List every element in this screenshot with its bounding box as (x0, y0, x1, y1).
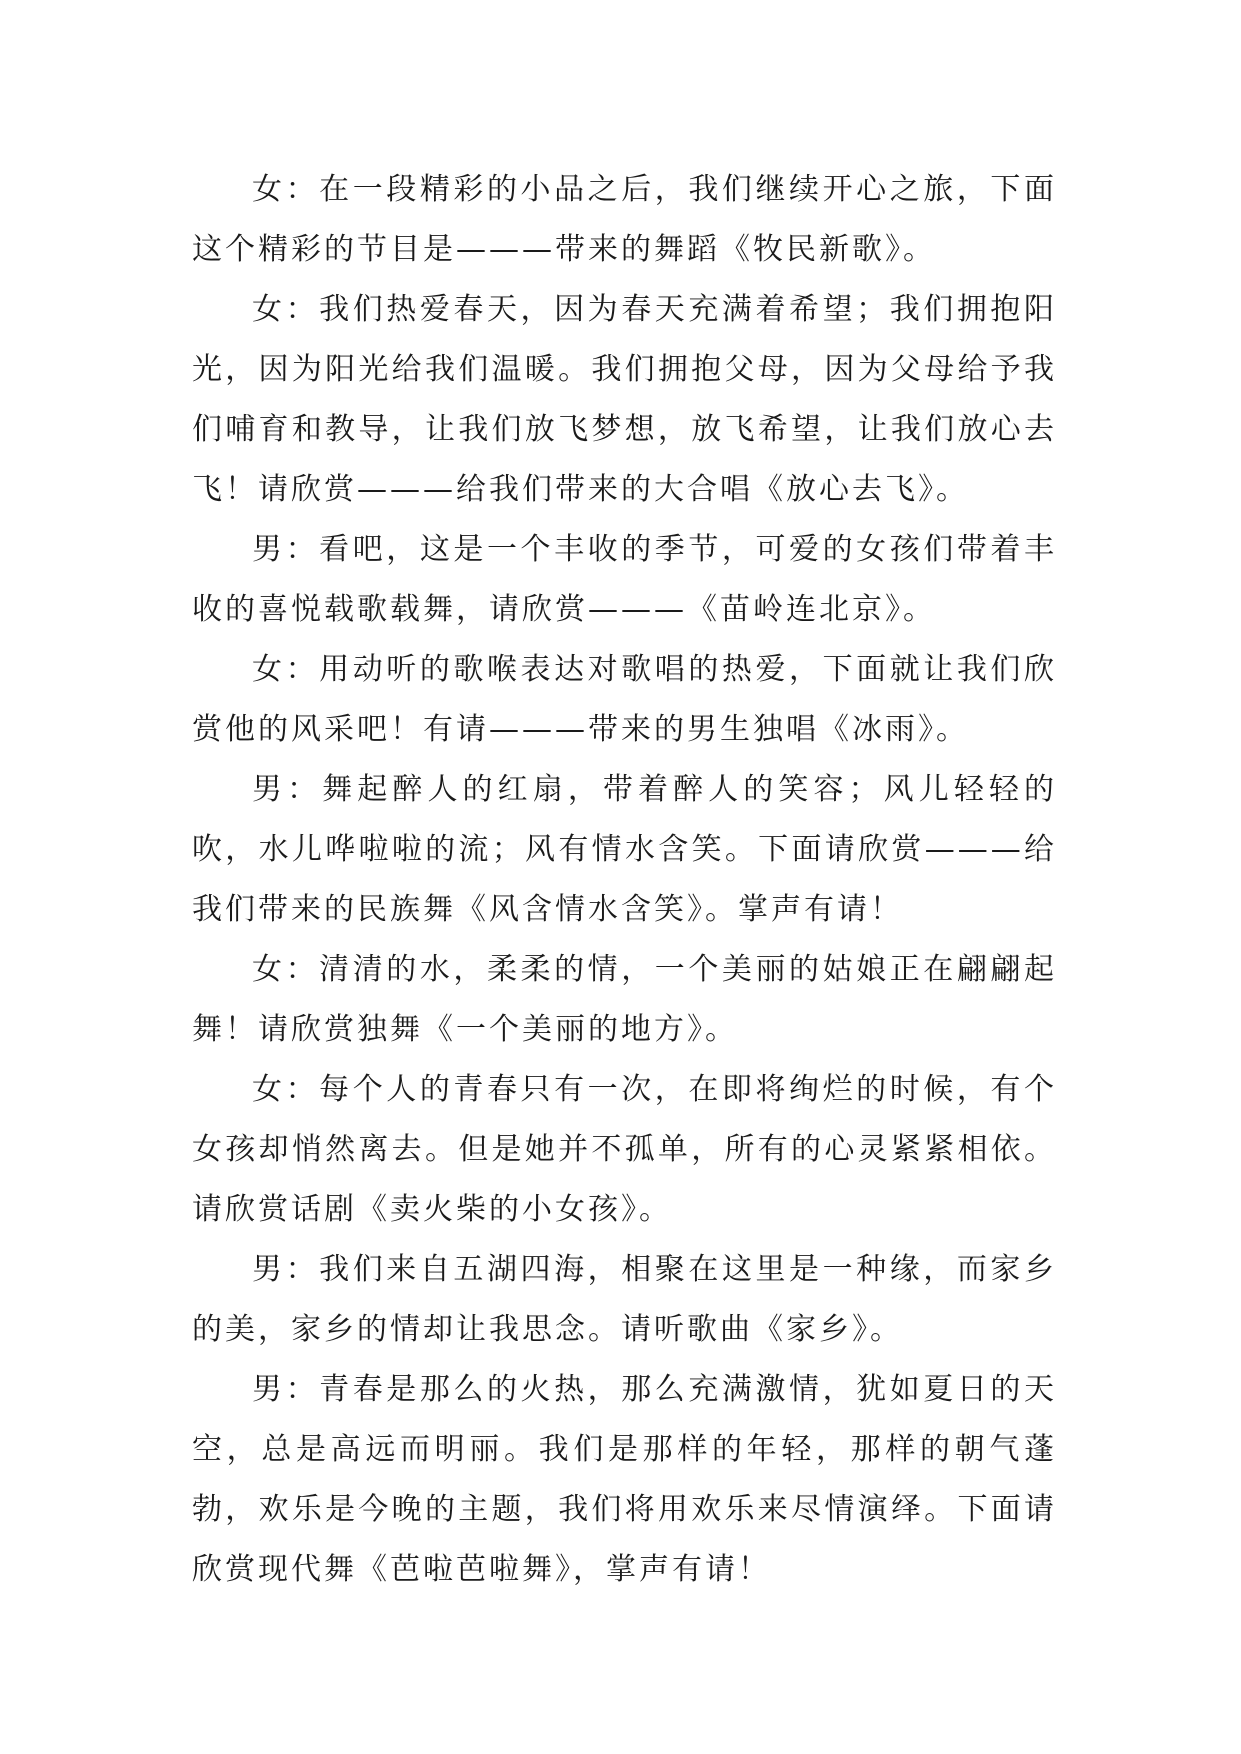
paragraph: 女：清清的水，柔柔的情，一个美丽的姑娘正在翩翩起舞！请欣赏独舞《一个美丽的地方》。 (192, 952, 1057, 1047)
paragraph: 男：我们来自五湖四海，相聚在这里是一种缘，而家乡的美，家乡的情却让我思念。请听歌曲《家乡》。 (192, 1252, 1057, 1347)
paragraph: 男：舞起醉人的红扇，带着醉人的笑容；风儿轻轻的吹，水儿哗啦啦的流；风有情水含笑。下面请欣赏———给我们带来的民族舞《风含情水含笑》。掌声有请！ (192, 772, 1057, 927)
paragraph: 男：看吧，这是一个丰收的季节，可爱的女孩们带着丰收的喜悦载歌载舞，请欣赏———《苗岭连北京》。 (192, 532, 1057, 627)
paragraph: 女：我们热爱春天，因为春天充满着希望；我们拥抱阳光，因为阳光给我们温暖。我们拥抱父母，因为父母给予我们哺育和教导，让我们放飞梦想，放飞希望，让我们放心去飞！请欣赏———给我们带来的大合唱《放心去飞》。 (192, 292, 1057, 507)
paragraph: 女：每个人的青春只有一次，在即将绚烂的时候，有个女孩却悄然离去。但是她并不孤单，所有的心灵紧紧相依。请欣赏话剧《卖火柴的小女孩》。 (192, 1072, 1057, 1227)
paragraph: 女：在一段精彩的小品之后，我们继续开心之旅，下面这个精彩的节目是———带来的舞蹈《牧民新歌》。 (192, 172, 1057, 267)
paragraph: 男：青春是那么的火热，那么充满激情，犹如夏日的天空，总是高远而明丽。我们是那样的年轻，那样的朝气蓬勃，欢乐是今晚的主题，我们将用欢乐来尽情演绎。下面请欣赏现代舞《芭啦芭啦舞》，掌声有请！ (192, 1372, 1057, 1587)
paragraph: 女：用动听的歌喉表达对歌唱的热爱，下面就让我们欣赏他的风采吧！有请———带来的男生独唱《冰雨》。 (192, 652, 1057, 747)
document-body (192, 160, 1057, 1600)
